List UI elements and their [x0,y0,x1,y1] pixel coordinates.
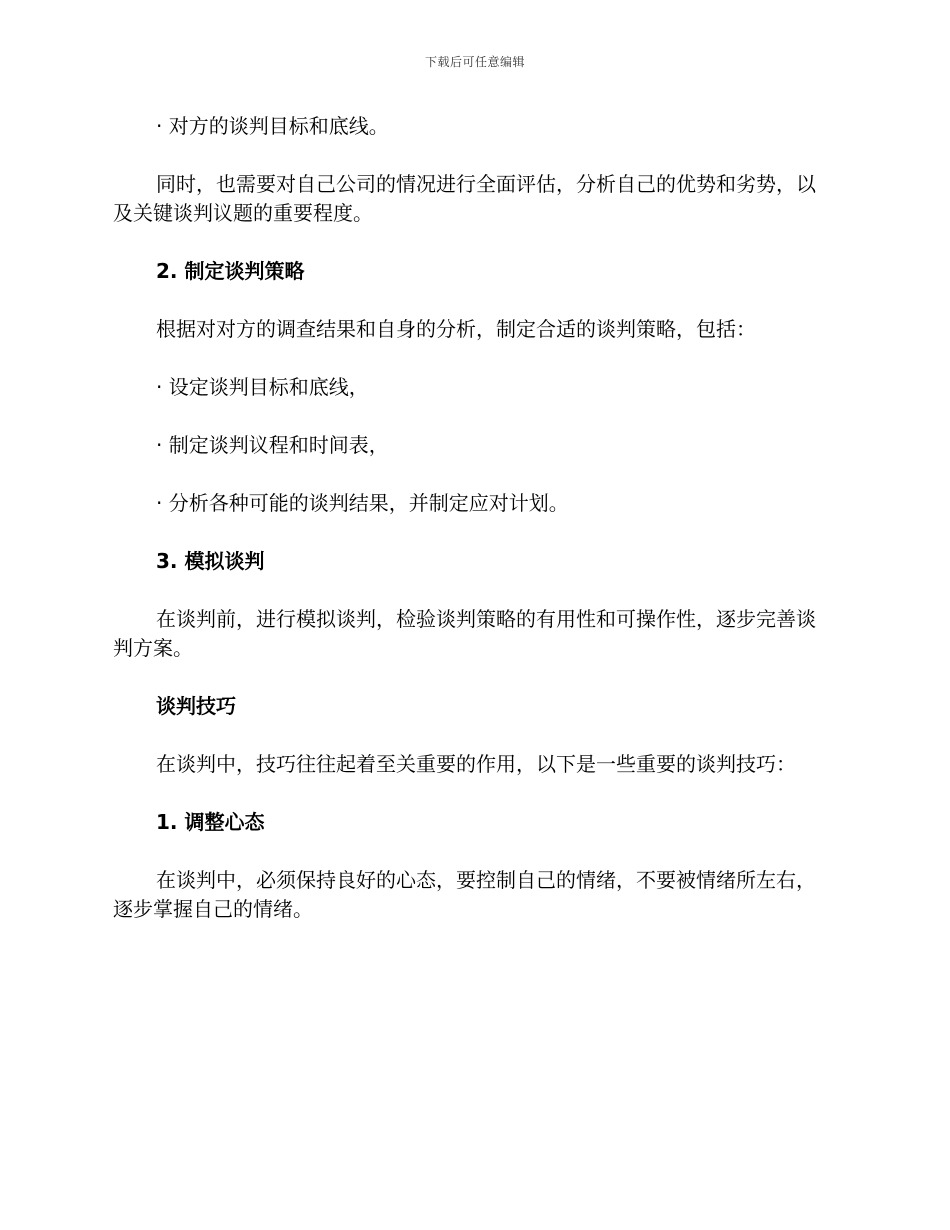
page-header-note: 下载后可任意编辑 [424,55,525,69]
bullet-set-goals: · 设定谈判目标和底线， [156,375,369,399]
bullet-agenda: · 制定谈判议程和时间表， [156,433,389,457]
paragraph-mindset: 在谈判中，必须保持良好的心态，要控制自己的情绪，不要被情绪所左右，逐步掌握自己的情绪。 [113,868,816,921]
bullet-opponent-goals: · 对方的谈判目标和底线。 [156,114,389,138]
paragraph-strategy-intro: 根据对对方的调查结果和自身的分析，制定合适的谈判策略，包括： [156,317,756,341]
section-heading-mindset: 1. 调整心态 [156,810,265,834]
document-body [113,112,833,924]
paragraph-self-assessment: 同时，也需要对自己公司的情况进行全面评估，分析自己的优势和劣势，以及关键谈判议题的重要程度。 [113,172,816,225]
section-heading-techniques: 谈判技巧 [156,694,236,718]
bullet-outcomes: · 分析各种可能的谈判结果，并制定应对计划。 [156,491,569,515]
paragraph-simulation: 在谈判前，进行模拟谈判，检验谈判策略的有用性和可操作性，逐步完善谈判方案。 [113,607,816,660]
section-heading-simulation: 3. 模拟谈判 [156,549,265,573]
paragraph-techniques-intro: 在谈判中，技巧往往起着至关重要的作用，以下是一些重要的谈判技巧： [156,752,796,776]
section-heading-strategy: 2. 制定谈判策略 [156,259,305,283]
